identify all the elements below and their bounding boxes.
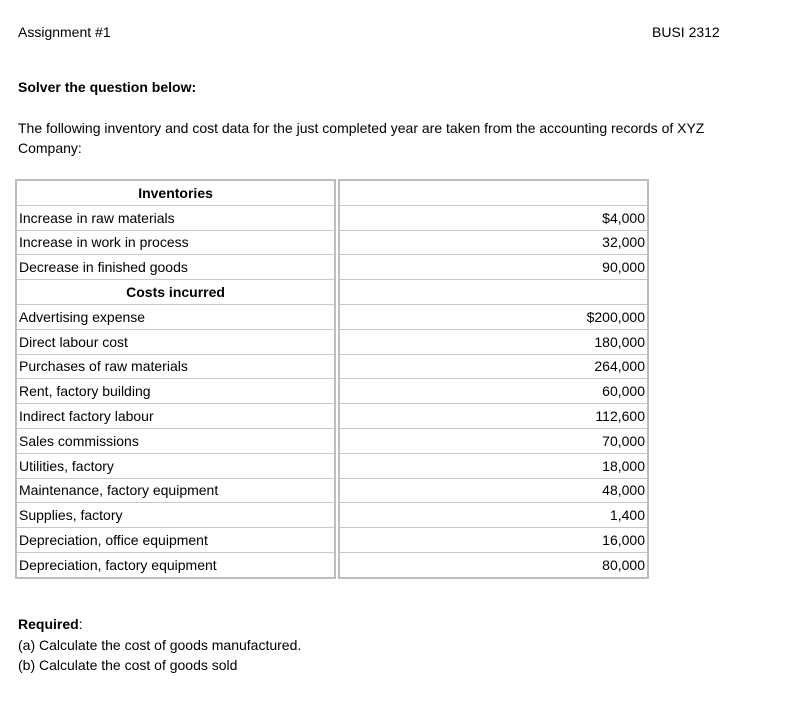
row-value: 48,000 (339, 478, 648, 503)
table-row (16, 354, 648, 379)
row-label: Increase in raw materials (16, 205, 335, 230)
table-row (16, 428, 648, 453)
row-value: 16,000 (339, 528, 648, 553)
row-label: Maintenance, factory equipment (16, 478, 335, 503)
row-label: Supplies, factory (16, 503, 335, 528)
row-value: 32,000 (339, 230, 648, 255)
section-header-row (16, 280, 648, 305)
row-label: Depreciation, factory equipment (16, 552, 335, 577)
required-heading (18, 614, 301, 635)
row-value: 1,400 (339, 503, 648, 528)
table-row (16, 528, 648, 553)
row-label: Increase in work in process (16, 230, 335, 255)
row-label: Rent, factory building (16, 379, 335, 404)
row-value: 112,600 (339, 404, 648, 429)
assignment-title: Assignment #1 (18, 24, 111, 40)
row-label: Decrease in finished goods (16, 255, 335, 280)
required-colon: : (78, 616, 83, 632)
table-row (16, 379, 648, 404)
row-label: Utilities, factory (16, 453, 335, 478)
row-value: 180,000 (339, 329, 648, 354)
table-row (16, 304, 648, 329)
row-label: Direct labour cost (16, 329, 335, 354)
row-value: 70,000 (339, 428, 648, 453)
inventories-heading: Inventories (16, 180, 335, 205)
row-value: 264,000 (339, 354, 648, 379)
row-value: 80,000 (339, 552, 648, 577)
table-row (16, 478, 648, 503)
table-row (16, 329, 648, 354)
required-section (18, 614, 301, 676)
empty-cell (339, 280, 648, 305)
empty-cell (339, 180, 648, 205)
cost-data-table (15, 179, 649, 579)
row-label: Sales commissions (16, 428, 335, 453)
table-row (16, 404, 648, 429)
row-value: 90,000 (339, 255, 648, 280)
row-value: $200,000 (339, 304, 648, 329)
table-row (16, 552, 648, 577)
table-row (16, 230, 648, 255)
row-label: Purchases of raw materials (16, 354, 335, 379)
table-row (16, 255, 648, 280)
required-item-b: (b) Calculate the cost of goods sold (18, 657, 238, 673)
table-row (16, 503, 648, 528)
instruction-heading: Solver the question below: (18, 79, 197, 95)
required-item-a: (a) Calculate the cost of goods manufactured. (18, 636, 302, 653)
row-value: 18,000 (339, 453, 648, 478)
row-label: Depreciation, office equipment (16, 528, 335, 553)
intro-paragraph: The following inventory and cost data for the just completed year are taken from the accounting records of XYZ Company: (18, 120, 705, 156)
costs-heading: Costs incurred (16, 280, 335, 305)
table-row (16, 453, 648, 478)
row-value: $4,000 (339, 205, 648, 230)
course-code: BUSI 2312 (652, 24, 720, 40)
row-value: 60,000 (339, 379, 648, 404)
table-row (16, 205, 648, 230)
required-label: Required (18, 616, 79, 632)
row-label: Indirect factory labour (16, 404, 335, 429)
section-header-row (16, 180, 648, 205)
row-label: Advertising expense (16, 304, 335, 329)
